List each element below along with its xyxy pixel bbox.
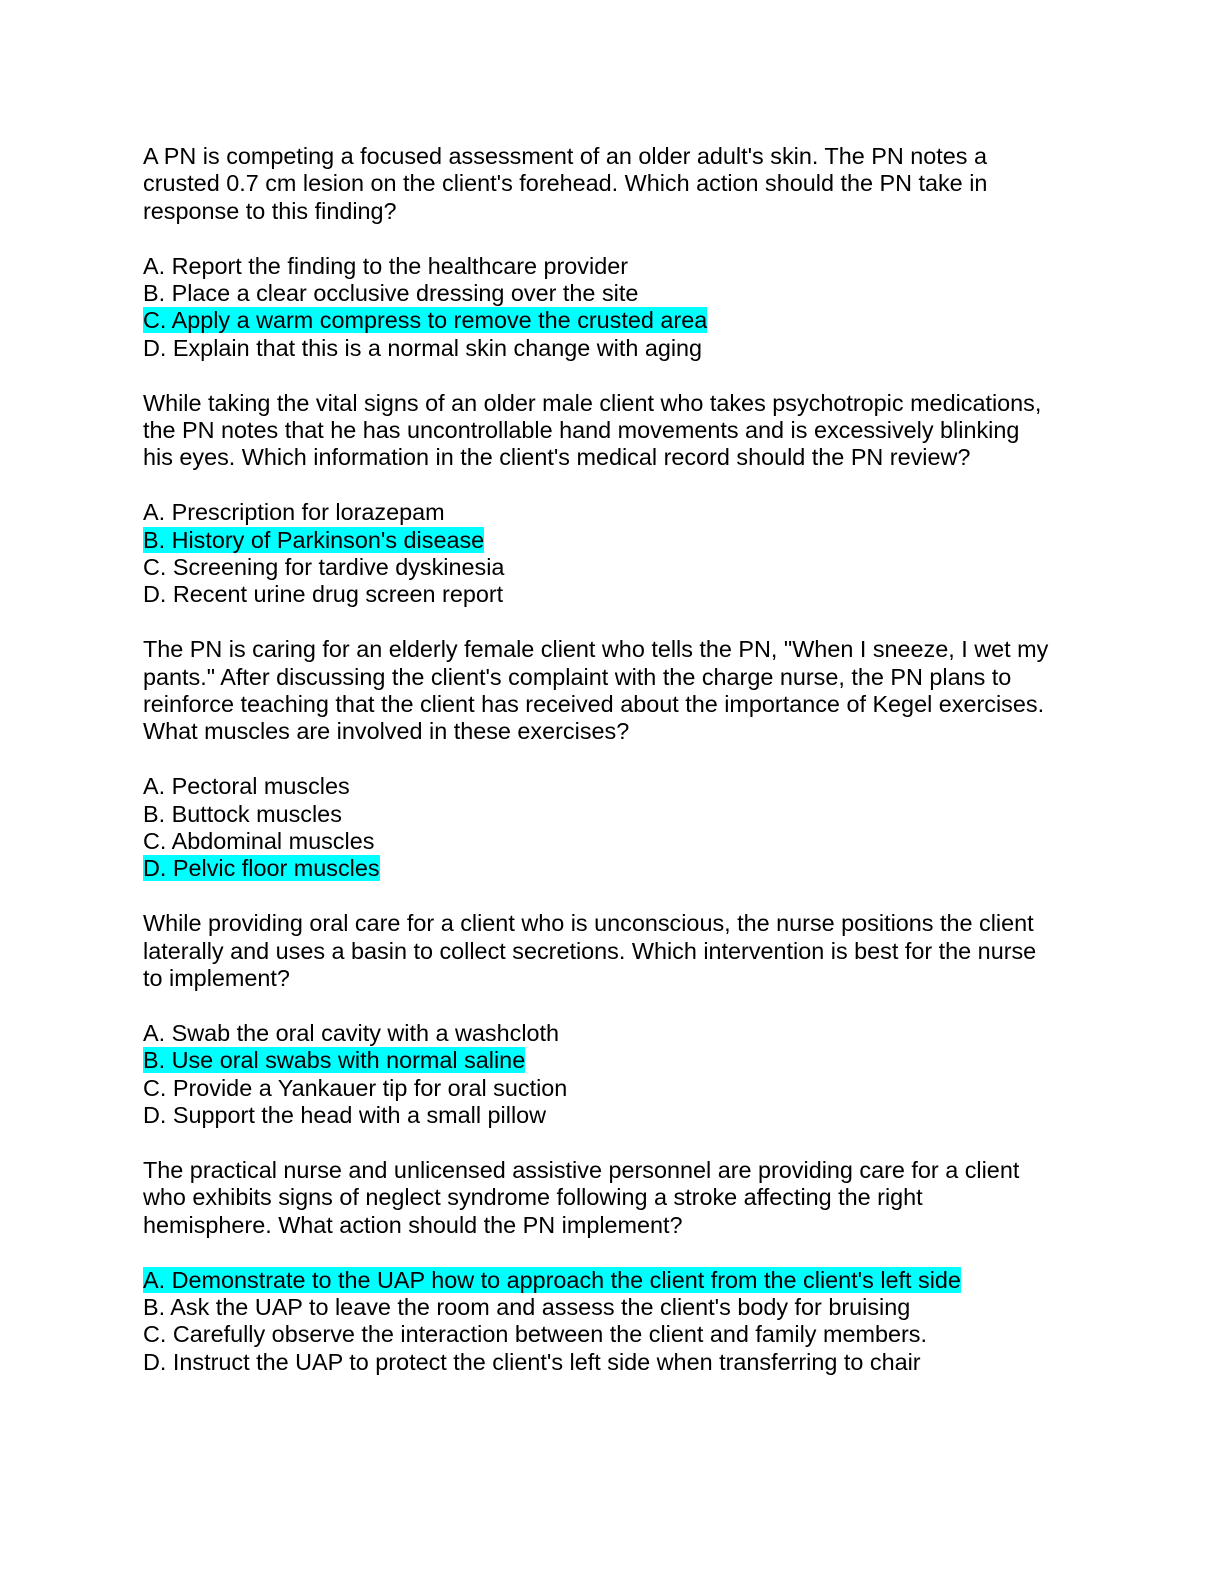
answer-option: [143, 1321, 1083, 1348]
question-line: hemisphere. What action should the PN implement?: [143, 1211, 683, 1238]
answer-option: [143, 335, 1083, 362]
question-line: pants." After discussing the client's complaint with the charge nurse, the PN plans to: [143, 663, 1012, 690]
question-line: to implement?: [143, 965, 290, 992]
question-1-stem: [143, 143, 1083, 225]
answer-option-text: A. Pectoral muscles: [143, 773, 350, 800]
answer-option-text: A. Report the finding to the healthcare provider: [143, 252, 629, 279]
question-4-stem: [143, 910, 1083, 992]
question-line: crusted 0.7 cm lesion on the client's forehead. Which action should the PN take in: [143, 170, 988, 197]
document-page: [143, 143, 1083, 1404]
answer-option-text: A. Prescription for lorazepam: [143, 499, 445, 526]
answer-option: [143, 1020, 1083, 1047]
answer-option: [143, 1294, 1083, 1321]
answer-option: [143, 554, 1083, 581]
answer-option-text: C. Abdominal muscles: [143, 828, 375, 855]
answer-option: [143, 1349, 1083, 1376]
answer-option-text: D. Support the head with a small pillow: [143, 1102, 547, 1129]
question-4-options: [143, 1020, 1083, 1130]
answer-option: [143, 1267, 1083, 1294]
answer-option: [143, 1075, 1083, 1102]
answer-option-text: C. Carefully observe the interaction between the client and family members.: [143, 1321, 927, 1348]
answer-option: [143, 828, 1083, 855]
answer-option-text: B. Ask the UAP to leave the room and assess the client's body for bruising: [143, 1293, 911, 1320]
highlighted-answer-text: B. History of Parkinson's disease: [143, 526, 485, 553]
answer-option-text: C. Provide a Yankauer tip for oral suction: [143, 1074, 568, 1101]
question-line: his eyes. Which information in the client's medical record should the PN review?: [143, 444, 971, 471]
question-5-stem: [143, 1157, 1083, 1239]
question-line: What muscles are involved in these exercises?: [143, 718, 630, 745]
highlighted-answer-text: A. Demonstrate to the UAP how to approach the client from the client's left side: [143, 1266, 961, 1293]
question-line: response to this finding?: [143, 197, 397, 224]
answer-option: [143, 1102, 1083, 1129]
question-3-stem: [143, 636, 1083, 746]
question-line: the PN notes that he has uncontrollable hand movements and is excessively blinking: [143, 417, 1020, 444]
answer-option: [143, 773, 1083, 800]
answer-option-text: A. Swab the oral cavity with a washcloth: [143, 1019, 560, 1046]
answer-option: [143, 1047, 1083, 1074]
answer-option: [143, 801, 1083, 828]
answer-option: [143, 280, 1083, 307]
answer-option: [143, 307, 1083, 334]
question-2-stem: [143, 390, 1083, 472]
question-line: While taking the vital signs of an older male client who takes psychotropic medications,: [143, 389, 1042, 416]
answer-option: [143, 499, 1083, 526]
answer-option-text: D. Explain that this is a normal skin change with aging: [143, 334, 703, 361]
question-line: laterally and uses a basin to collect secretions. Which intervention is best for the nurse: [143, 937, 1037, 964]
answer-option-text: D. Instruct the UAP to protect the client's left side when transferring to chair: [143, 1348, 921, 1375]
question-3-options: [143, 773, 1083, 883]
answer-option-text: B. Buttock muscles: [143, 800, 342, 827]
question-line: reinforce teaching that the client has received about the importance of Kegel exercises.: [143, 691, 1045, 718]
highlighted-answer-text: C. Apply a warm compress to remove the crusted area: [143, 307, 708, 334]
question-line: The PN is caring for an elderly female client who tells the PN, "When I sneeze, I wet my: [143, 636, 1049, 663]
question-line: The practical nurse and unlicensed assistive personnel are providing care for a client: [143, 1156, 1020, 1183]
question-line: A PN is competing a focused assessment of an older adult's skin. The PN notes a: [143, 143, 987, 169]
answer-option-text: D. Recent urine drug screen report: [143, 581, 504, 608]
question-line: who exhibits signs of neglect syndrome following a stroke affecting the right: [143, 1184, 923, 1211]
highlighted-answer-text: D. Pelvic floor muscles: [143, 855, 380, 882]
answer-option: [143, 253, 1083, 280]
highlighted-answer-text: B. Use oral swabs with normal saline: [143, 1047, 526, 1074]
answer-option-text: C. Screening for tardive dyskinesia: [143, 554, 505, 581]
answer-option-text: B. Place a clear occlusive dressing over the site: [143, 280, 639, 307]
question-5-options: [143, 1267, 1083, 1377]
question-1-options: [143, 253, 1083, 363]
answer-option: [143, 527, 1083, 554]
question-line: While providing oral care for a client who is unconscious, the nurse positions the client: [143, 910, 1034, 937]
answer-option: [143, 855, 1083, 882]
answer-option: [143, 581, 1083, 608]
question-2-options: [143, 499, 1083, 609]
